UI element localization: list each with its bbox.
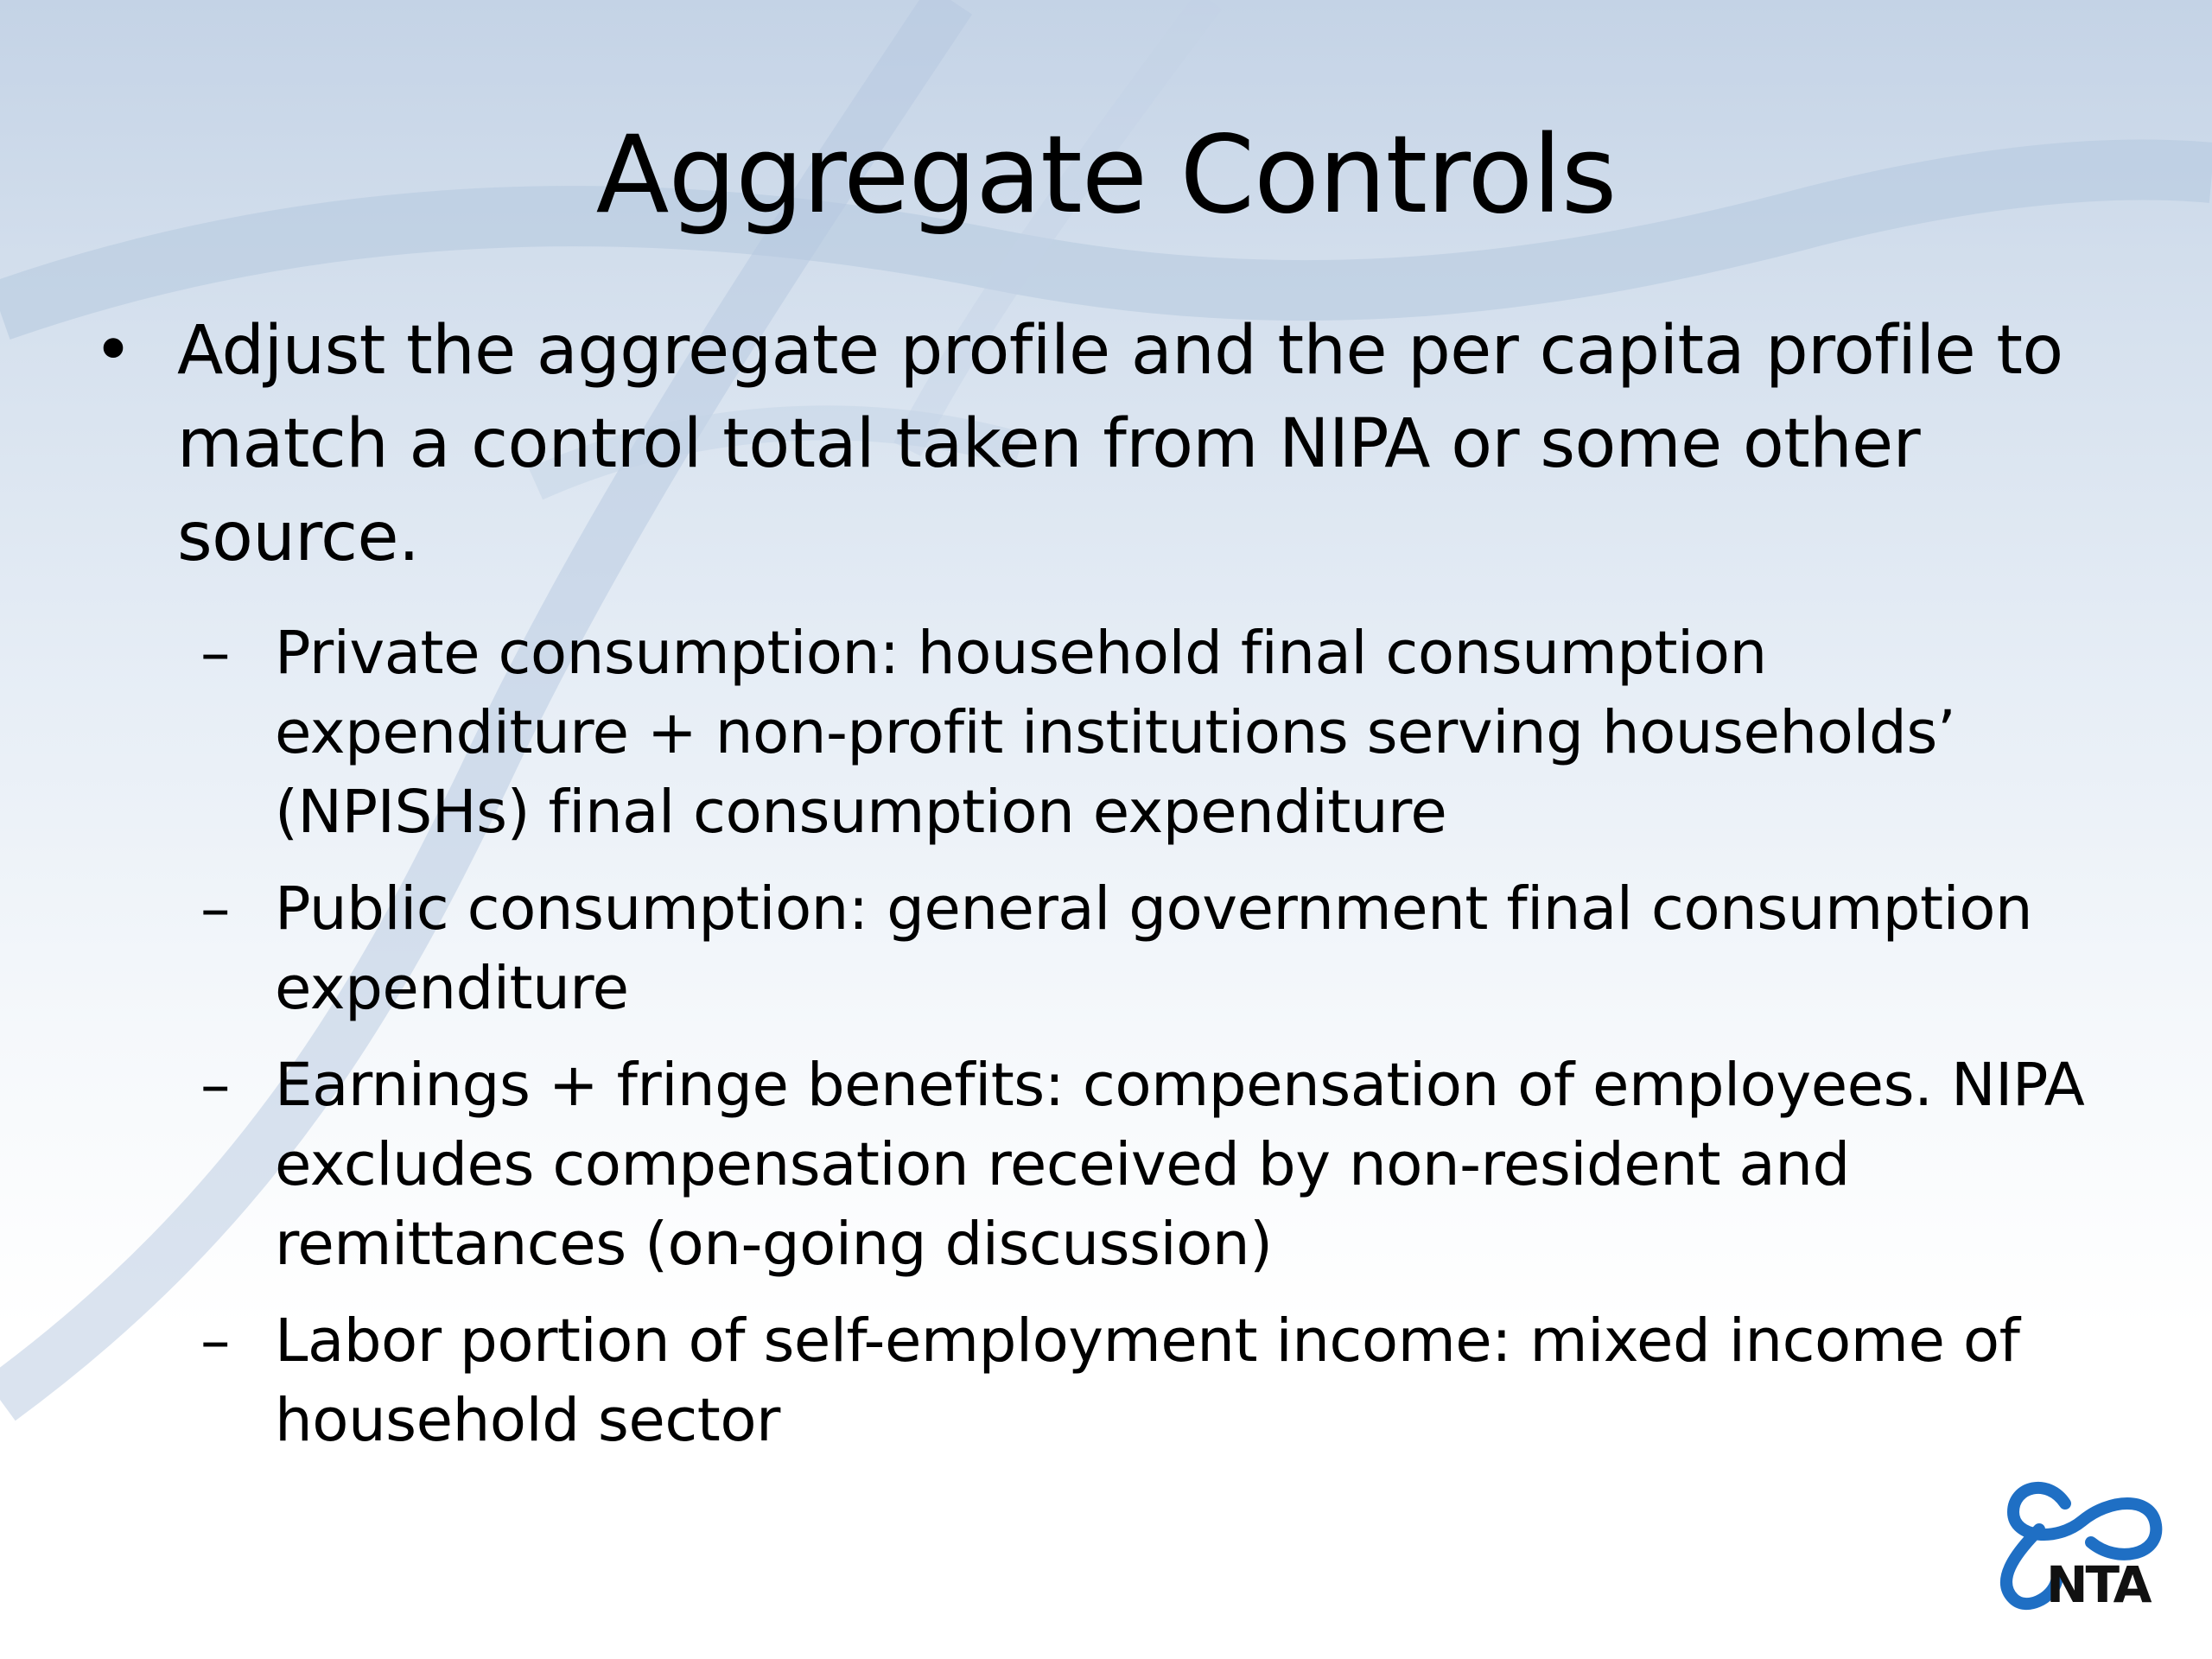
sub-bullet-item <box>0 1046 2133 1284</box>
dash-icon: – <box>200 619 230 688</box>
sub-bullet-item <box>0 613 2133 852</box>
sub-bullet-text: Labor portion of self-employment income: mixed income of household sector <box>275 1306 2020 1455</box>
dash-icon: – <box>200 1306 230 1376</box>
sub-bullet-list <box>0 613 2212 1460</box>
slide-title: Aggregate Controls <box>595 113 1617 238</box>
nta-logo-text: NTA <box>2046 1555 2150 1614</box>
sub-bullet-item <box>0 1301 2133 1460</box>
bullet-point-icon: • <box>93 312 133 390</box>
dash-icon: – <box>200 1051 230 1120</box>
sub-bullet-text: Earnings + fringe benefits: compensation of employees. NIPA excludes compensation received by non-resident and remittances (on-going discussion) <box>275 1051 2085 1279</box>
sub-bullet-text: Public consumption: general government final consumption expenditure <box>275 874 2033 1023</box>
bullet-item <box>0 304 2130 584</box>
bullet-text: Adjust the aggregate profile and the per capita profile to match a control total taken from NIPA or some other source. <box>177 312 2063 576</box>
dash-icon: – <box>200 874 230 944</box>
sub-bullet-text: Private consumption: household final consumption expenditure + non-profit institutions serving households’ (NPISHs) final consumption expenditure <box>275 619 1956 847</box>
sub-bullet-item <box>0 869 2133 1028</box>
slide-body <box>0 304 2212 1478</box>
